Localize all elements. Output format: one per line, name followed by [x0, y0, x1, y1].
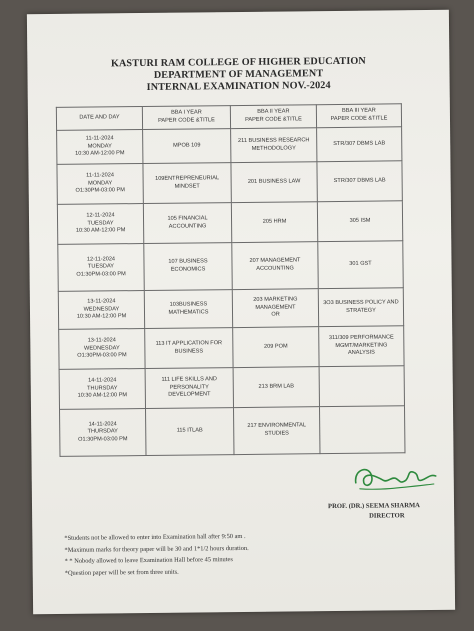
cell-bba-3: STR/307 DBMS LAB: [317, 127, 402, 162]
cell-bba-1: 115 ITLAB: [146, 408, 234, 456]
cell-date: 13-11-2024 WEDNESDAY 10:30 AM-12:00 PM: [58, 291, 144, 330]
note-item: *Students not be allowed to enter into Examination hall after 9:50 am .: [64, 532, 246, 542]
table-row: [58, 241, 403, 292]
cell-bba-2: 207 MANAGEMENT ACCOUNTING: [232, 242, 318, 290]
cell-bba-3: [319, 366, 404, 407]
cell-bba-1: 105 FINANCIAL ACCOUNTING: [143, 203, 231, 244]
cell-bba-2: 213 BRM LAB: [233, 367, 319, 408]
cell-bba-2: 211 BUSINESS RESEARCH METHODOLOGY: [231, 128, 317, 163]
table-row: [59, 326, 404, 370]
cell-date: 11-11-2024 MONDAY O1:30PM-03:00 PM: [57, 164, 143, 205]
table-row: [59, 366, 404, 410]
note-item: * * Nobody allowed to leave Examination Hall before 45 minutes: [64, 556, 233, 565]
cell-bba-1: 111 LIFE SKILLS AND PERSONALITY DEVELOPMENT: [145, 368, 233, 409]
note-item: *Maximum marks for theory paper will be 30 and 1*1/2 hours duration.: [64, 544, 249, 554]
cell-bba-1: 103BUSINESS MATHEMATICS: [144, 290, 232, 329]
column-header-date: DATE AND DAY: [56, 107, 142, 131]
cell-bba-2: 209 POM: [233, 327, 319, 368]
cell-bba-1: MPOB 109: [143, 129, 231, 164]
signatory-name: PROF. (DR.) SEEMA SHARMA: [328, 502, 420, 511]
cell-date: 12-11-2024 TUESDAY 10:30 AM-12:00 PM: [57, 204, 143, 245]
column-header-bba-3: BBA III YEAR PAPER CODE &TITLE: [316, 104, 401, 128]
cell-bba-1: 107 BUSINESS ECONOMICS: [144, 243, 232, 291]
column-header-bba-1: BBA I YEAR PAPER CODE &TITLE: [142, 106, 230, 130]
cell-date: 13-11-2024 WEDNESDAY O1:30PM-03:00 PM: [59, 329, 145, 370]
cell-bba-3: 3O3 BUSINESS POLICY AND STRATEGY: [318, 288, 403, 327]
cell-bba-2: 203 MARKETING MANAGEMENT OR: [232, 289, 318, 328]
table-row: [60, 406, 405, 457]
column-header-bba-2: BBA II YEAR PAPER CODE &TITLE: [230, 105, 316, 129]
instructions-notes: [64, 531, 249, 579]
exam-schedule-table: [56, 103, 406, 457]
cell-date: 12-11-2024 TUESDAY O1:30PM-03:00 PM: [58, 244, 144, 292]
cell-bba-3: [319, 406, 404, 454]
exam-title: INTERNAL EXAMINATION NOV.-2024: [146, 80, 331, 93]
note-item: *Question paper will be set from three units.: [64, 568, 179, 577]
cell-bba-2: 205 HRM: [231, 202, 317, 243]
signatory-title: DIRECTOR: [369, 512, 405, 520]
cell-bba-1: 109ENTREPRENEURIAL MINDSET: [143, 163, 231, 204]
table-row: [57, 127, 402, 165]
cell-bba-2: 217 ENVIRONMENTAL STUDIES: [234, 407, 320, 455]
table-row: [58, 288, 403, 330]
cell-date: 14-11-2024 THURSDAY O1:30PM-03:00 PM: [60, 409, 146, 457]
cell-bba-3: 301 GST: [318, 241, 403, 289]
cell-bba-1: 113 IT APPLICATION FOR BUSINESS: [145, 328, 233, 369]
cell-date: 14-11-2024 THURSDAY 10:30 AM-12:00 PM: [59, 369, 145, 410]
department-name: DEPARTMENT OF MANAGEMENT: [153, 68, 324, 81]
cell-bba-3: STR/307 DBMS LAB: [317, 161, 402, 202]
cell-bba-3: 311/309 PERFORMANCE MGMT/MARKETING ANALYSIS: [319, 326, 404, 367]
college-name: KASTURI RAM COLLEGE OF HIGHER EDUCATION: [110, 55, 366, 70]
table-row: [57, 161, 402, 205]
cell-bba-2: 201 BUSINESS LAW: [231, 162, 317, 203]
exam-notice-paper: [27, 10, 455, 614]
table-row: [57, 201, 402, 245]
cell-bba-3: 305 ISM: [317, 201, 402, 242]
signature-scribble: [350, 460, 440, 495]
cell-date: 11-11-2024 MONDAY 10:30 AM-12:00 PM: [57, 130, 143, 165]
